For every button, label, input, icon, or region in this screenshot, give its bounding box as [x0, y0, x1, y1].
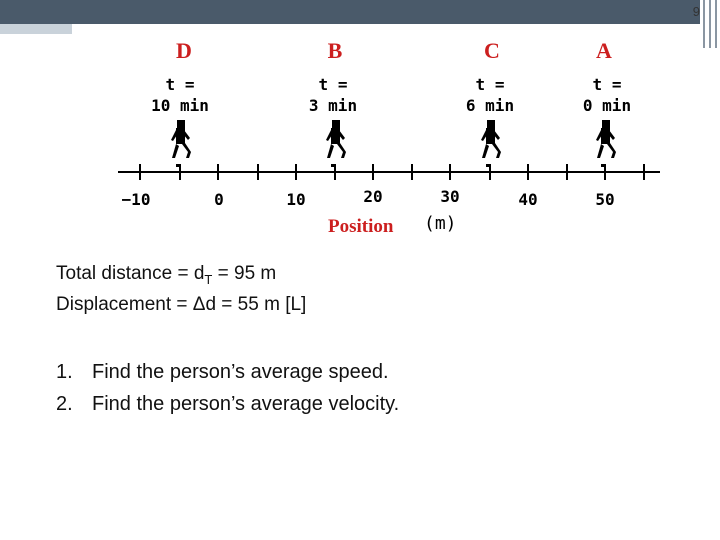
tick-label: 40	[518, 190, 538, 209]
walker-letter-a: A	[596, 38, 612, 63]
walker-letter-c: C	[484, 38, 500, 63]
displacement-line: Displacement = Δd = 55 m [L]	[56, 294, 307, 315]
walker-t-label: t =	[475, 75, 505, 94]
slide-number: 9	[692, 4, 700, 19]
question-text: Find the person’s average speed.	[92, 361, 389, 383]
walker-a-figure	[596, 120, 616, 167]
tick-label: 10	[286, 190, 306, 209]
tick-label: 20	[363, 187, 383, 206]
question-list	[56, 361, 399, 425]
axis-unit: (m)	[424, 213, 457, 234]
question-text: Find the person’s average velocity.	[92, 393, 400, 415]
walker-time-d: 10 min	[151, 96, 209, 115]
walker-letter-d: D	[176, 38, 192, 63]
walker-letter-b: B	[327, 38, 343, 63]
walker-time-c: 6 min	[465, 96, 515, 115]
total-distance-prefix: Total distance = d	[56, 263, 205, 284]
axis-title: Position	[328, 216, 394, 237]
walker-time-b: 3 min	[308, 96, 358, 115]
walker-t-label: t =	[318, 75, 348, 94]
question-number: 2.	[56, 393, 73, 415]
total-distance-line	[56, 263, 276, 287]
question-item	[56, 361, 399, 393]
walker-b-figure	[326, 120, 346, 167]
tick-label: 50	[595, 190, 615, 209]
total-distance-subscript: T	[204, 271, 213, 287]
walker-d-figure	[171, 120, 191, 167]
tick-label: 30	[440, 187, 460, 206]
walker-time-a: 0 min	[582, 96, 632, 115]
question-number: 1.	[56, 361, 73, 383]
walker-c-figure	[481, 120, 501, 167]
walker-t-label: t =	[165, 75, 195, 94]
total-distance-value: = 95 m	[212, 263, 277, 284]
question-item	[56, 393, 399, 425]
tick-label: −10	[121, 190, 151, 209]
walker-t-label: t =	[592, 75, 622, 94]
tick-label: 0	[214, 190, 224, 209]
